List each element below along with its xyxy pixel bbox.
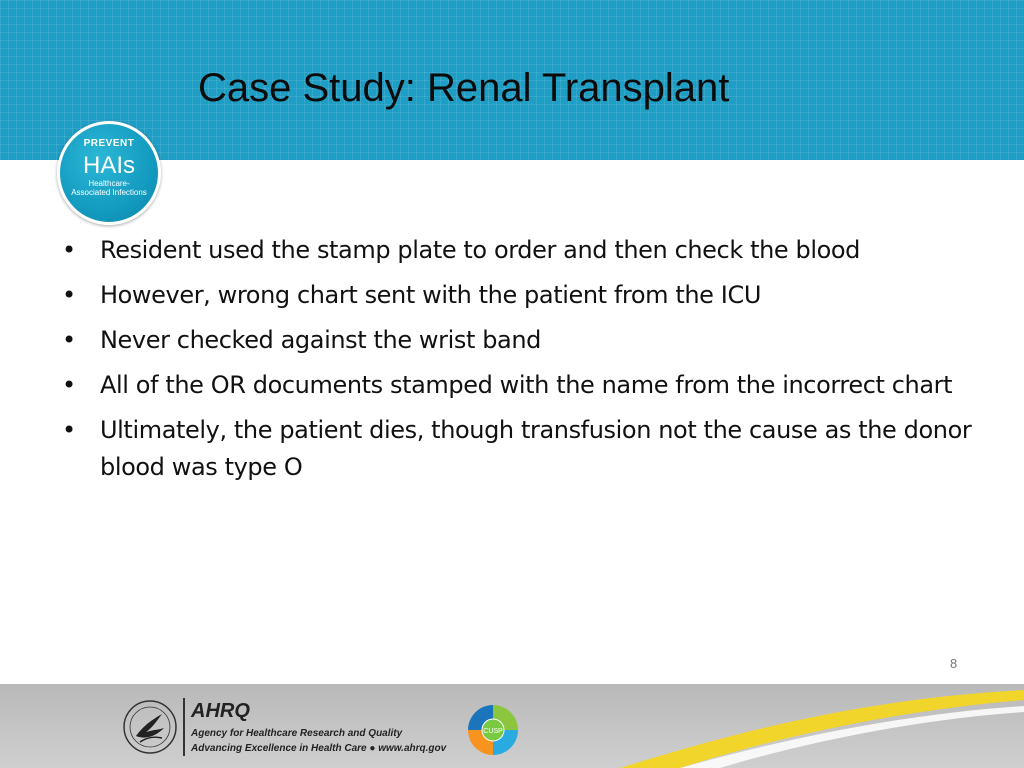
bullet-icon: • xyxy=(62,236,76,264)
agency-tagline-text: Advancing Excellence in Health Care ● www.ahrq.gov xyxy=(191,743,447,754)
bullet-icon: • xyxy=(62,326,76,354)
bullet-item xyxy=(58,277,978,314)
bullet-text: Ultimately, the patient dies, though transfusion not the cause as the donor blood was type O xyxy=(100,416,972,481)
bullet-icon: • xyxy=(62,281,76,309)
bullet-text: However, wrong chart sent with the patient from the ICU xyxy=(100,281,761,309)
cusp-puzzle-logo-icon xyxy=(466,703,520,757)
cusp-label: CUSP xyxy=(483,728,503,735)
bullet-text: Never checked against the wrist band xyxy=(100,326,542,354)
bullet-item xyxy=(58,412,978,486)
page-number: 8 xyxy=(950,656,958,671)
badge-subtitle-text: Healthcare-Associated Infections xyxy=(71,179,147,197)
bullet-text: Resident used the stamp plate to order and then check the blood xyxy=(100,236,860,264)
bullet-item xyxy=(58,367,978,404)
badge-hais-text: HAIs xyxy=(82,152,135,179)
bullet-item xyxy=(58,322,978,359)
slide-title: Case Study: Renal Transplant xyxy=(198,66,730,110)
bullet-icon: • xyxy=(62,371,76,399)
bullet-list xyxy=(58,232,978,494)
footer-divider xyxy=(183,698,185,756)
bullet-icon: • xyxy=(62,416,76,444)
bullet-text: All of the OR documents stamped with the name from the incorrect chart xyxy=(100,371,953,399)
agency-name-text: Agency for Healthcare Research and Quality xyxy=(191,728,403,739)
prevent-hais-badge xyxy=(57,121,161,225)
hhs-eagle-seal-icon xyxy=(122,698,178,756)
ahrq-logo: AHRQ xyxy=(191,700,250,722)
bullet-item xyxy=(58,232,978,269)
badge-prevent-text: PREVENT xyxy=(83,138,135,149)
